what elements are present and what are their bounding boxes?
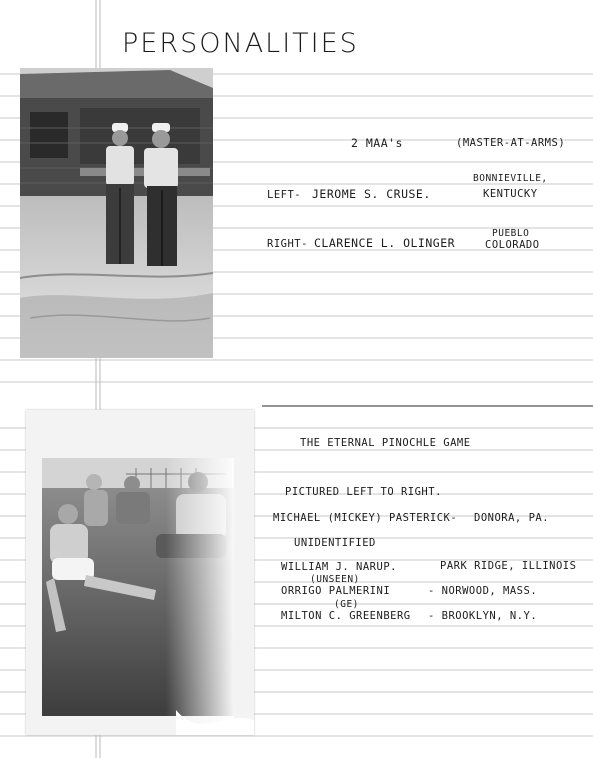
person-5-name: MILTON C. GREENBERG <box>281 610 411 622</box>
caption-maa-note: (MASTER-AT-ARMS) <box>456 137 566 149</box>
photo-master-at-arms <box>20 68 213 358</box>
person-4-note: (UNSEEN) <box>310 574 360 585</box>
person-1-name: MICHAEL (MICKEY) PASTERICK- <box>273 512 458 524</box>
right-person-name: CLARENCE L. OLINGER <box>314 236 456 250</box>
caption-maa: 2 MAA's <box>351 136 403 150</box>
left-person-place-2: KENTUCKY <box>483 188 538 200</box>
person-3-place: PARK RIDGE, ILLINOIS <box>440 560 577 572</box>
person-4-place: - NORWOOD, MASS. <box>428 585 538 597</box>
person-2-name: UNIDENTIFIED <box>294 537 376 549</box>
left-person-place-1: BONNIEVILLE, <box>473 173 548 184</box>
right-person-place-2: COLORADO <box>485 239 540 251</box>
person-4-name: ORRIGO PALMERINI <box>281 585 391 597</box>
section-heading: THE ETERNAL PINOCHLE GAME <box>300 437 471 449</box>
left-label: LEFT- <box>267 189 302 201</box>
right-person-place-1: PUEBLO <box>492 228 530 239</box>
pictured-left-to-right: PICTURED LEFT TO RIGHT. <box>285 486 442 498</box>
person-5-place: - BROOKLYN, N.Y. <box>428 610 538 622</box>
person-1-place: DONORA, PA. <box>474 512 550 524</box>
right-label: RIGHT- <box>267 238 308 250</box>
person-3-name: WILLIAM J. NARUP. <box>281 561 397 573</box>
person-5-note: (GE) <box>334 599 359 610</box>
photo-pinochle-game <box>26 410 254 735</box>
left-person-name: JEROME S. CRUSE. <box>312 187 431 201</box>
page-title: PERSONALITIES <box>122 28 359 59</box>
